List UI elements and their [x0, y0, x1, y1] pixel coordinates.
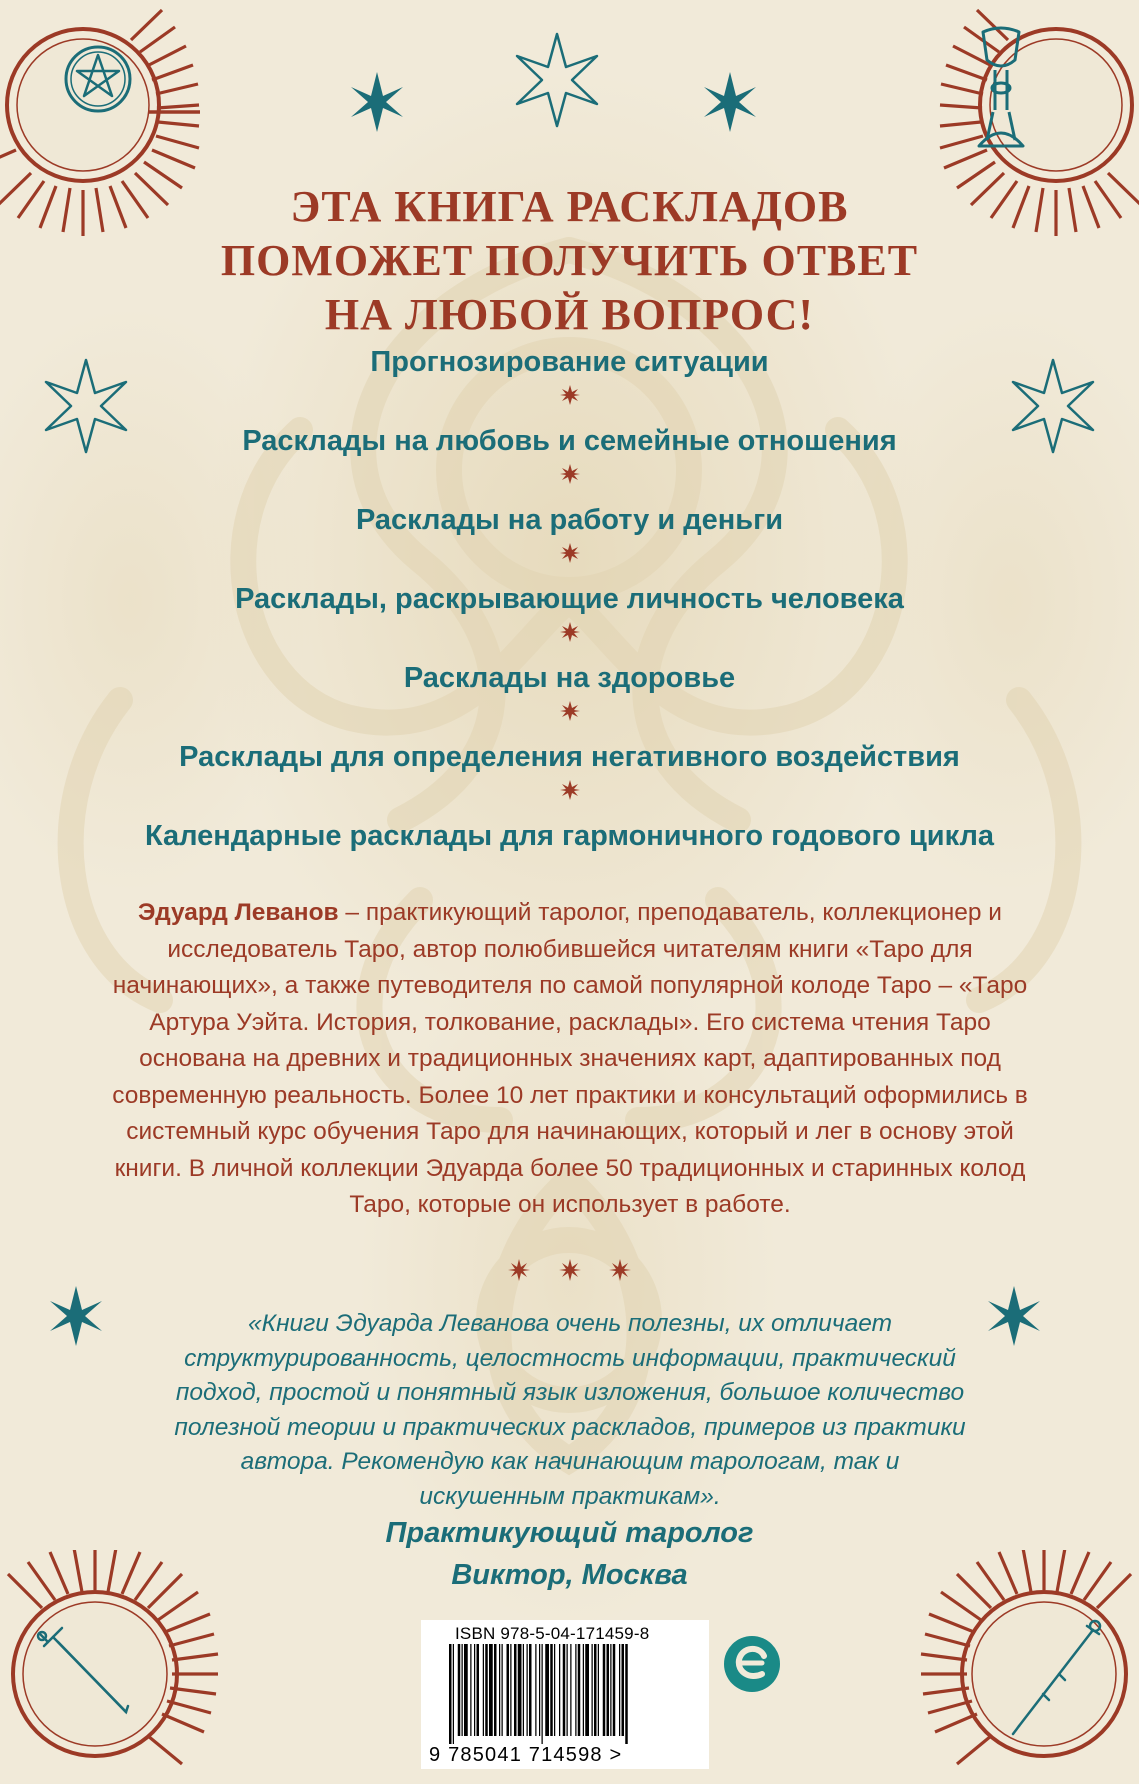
barcode-bar: [550, 1644, 553, 1736]
barcode-bar: [622, 1644, 625, 1736]
barcode-bar: [542, 1644, 543, 1744]
topic-label: Расклады на любовь и семейные отношения: [242, 425, 897, 457]
quote-attribution: [0, 1512, 1139, 1596]
barcode-bar: [518, 1644, 522, 1736]
headline: [0, 180, 1139, 342]
barcode-bar: [598, 1644, 599, 1736]
topic-label: Расклады для определения негативного воздействия: [179, 741, 960, 773]
author-name: Эдуард Леванов: [138, 899, 339, 926]
barcode-bar: [489, 1644, 493, 1736]
star-icon: [982, 1284, 1046, 1348]
barcode-bar: [514, 1644, 517, 1736]
bullet-star-icon: [559, 779, 581, 801]
barcode-bar: [458, 1644, 461, 1736]
barcode-bar: [575, 1644, 576, 1736]
topic-label: Календарные расклады для гармоничного годового цикла: [144, 820, 995, 852]
barcode-bar: [570, 1644, 571, 1736]
barcode-bar: [523, 1644, 524, 1736]
barcode-bar: [545, 1644, 549, 1736]
review-quote: «Книги Эдуарда Леванова очень полезны, их отличает структурированность, целостность информации, практический подход, простой и понятный язык изложения, большое количество полезной теории и практических раскладов, примеров из практики автора. Рекомендую как начинающим тарологам, так и искушенным практикам».: [174, 1310, 966, 1510]
topic-label: Расклады на работу и деньги: [355, 504, 784, 536]
barcode-bar: [607, 1644, 610, 1736]
headline-line: НА ЛЮБОЙ ВОПРОС!: [324, 290, 815, 339]
barcode-bar: [592, 1644, 593, 1736]
topic-item: [60, 577, 1079, 656]
divider-star-icon: [507, 1258, 531, 1282]
barcode-bar: [502, 1644, 503, 1736]
barcode-bar: [585, 1644, 589, 1736]
topic-label: Прогнозирование ситуации: [370, 346, 769, 378]
barcode-bar: [583, 1644, 584, 1736]
topic-label: Расклады, раскрывающие личность человека: [235, 583, 904, 615]
topic-item: [60, 814, 1079, 893]
divider-star-icon: [608, 1258, 632, 1282]
bullet-star-icon: [559, 621, 581, 643]
barcode-bar: [507, 1644, 510, 1736]
topic-item: [60, 656, 1079, 735]
barcode-bar: [510, 1644, 511, 1736]
barcode-bar: [567, 1644, 568, 1736]
barcode-bar: [453, 1644, 454, 1744]
bullet-star-icon: [559, 384, 581, 406]
barcode-bar: [462, 1644, 463, 1736]
star-icon: [44, 1284, 108, 1348]
barcode-bar: [594, 1644, 597, 1736]
barcode-bar: [464, 1644, 468, 1736]
divider-star-icon: [558, 1258, 582, 1282]
barcode-bar: [539, 1644, 540, 1736]
barcode-bar: [494, 1644, 497, 1736]
barcode-bar: [619, 1644, 620, 1736]
barcode-bar: [535, 1644, 536, 1736]
bullet-star-icon: [559, 700, 581, 722]
bullet-star-icon: [559, 542, 581, 564]
isbn-barcode: [421, 1620, 709, 1769]
barcode-bars: [449, 1644, 681, 1744]
topic-item: [60, 498, 1079, 577]
barcode-bar: [470, 1644, 471, 1736]
topic-item: [60, 735, 1079, 814]
author-bio-text: – практикующий таролог, преподаватель, коллекционер и исследователь Таро, автор полюбившейся читателям книги «Таро для начинающих», а также путеводителя по самой популярной колоде Таро – «Таро Артура Уэйта. История, толкование, расклады». Его система чтения Таро основана на древних и традиционных значениях карт, адаптированных под современную реальность. Более 10 лет практики и консультаций оформились в системный курс обучения Таро для начинающих, который и лег в основу этой книги. В личной коллекции Эдуарда более 50 традиционных и старинных колод Таро, которые он использует в работе.: [112, 899, 1028, 1218]
barcode-bar: [610, 1644, 611, 1736]
barcode-bar: [603, 1644, 606, 1736]
barcode-bar: [449, 1644, 452, 1744]
barcode-digits: 9 785041 714598 >: [429, 1744, 623, 1766]
barcode-bar: [529, 1644, 532, 1736]
headline-line: ПОМОЖЕТ ПОЛУЧИТЬ ОТВЕТ: [220, 236, 919, 285]
author-bio: [105, 895, 1035, 1224]
topic-item: [60, 340, 1079, 419]
barcode-bar: [563, 1644, 566, 1736]
barcode-bar: [613, 1644, 616, 1736]
barcode-bar: [625, 1644, 628, 1744]
topic-label: Расклады на здоровье: [403, 662, 736, 694]
section-divider: [0, 1258, 1139, 1287]
headline-line: ЭТА КНИГА РАСКЛАДОВ: [290, 182, 849, 231]
topic-list: [60, 340, 1079, 893]
barcode-bar: [483, 1644, 484, 1736]
topic-item: [60, 419, 1079, 498]
isbn-number: ISBN 978-5-04-171459-8: [455, 1624, 650, 1643]
barcode-bar: [559, 1644, 560, 1736]
barcode-bar: [554, 1644, 555, 1736]
barcode-bar: [499, 1644, 500, 1736]
bullet-star-icon: [559, 463, 581, 485]
quote-attribution-name: Виктор, Москва: [451, 1559, 688, 1591]
barcode-bar: [527, 1644, 528, 1736]
star-icon: [345, 70, 409, 134]
star-icon: [698, 70, 762, 134]
barcode-bar: [477, 1644, 480, 1736]
quote-attribution-role: Практикующий таролог: [385, 1517, 754, 1549]
star-outline-icon: [507, 30, 607, 130]
barcode-bar: [485, 1644, 488, 1736]
barcode-bar: [578, 1644, 581, 1736]
eksmo-logo-icon: [722, 1634, 782, 1694]
barcode-bar: [474, 1644, 475, 1736]
